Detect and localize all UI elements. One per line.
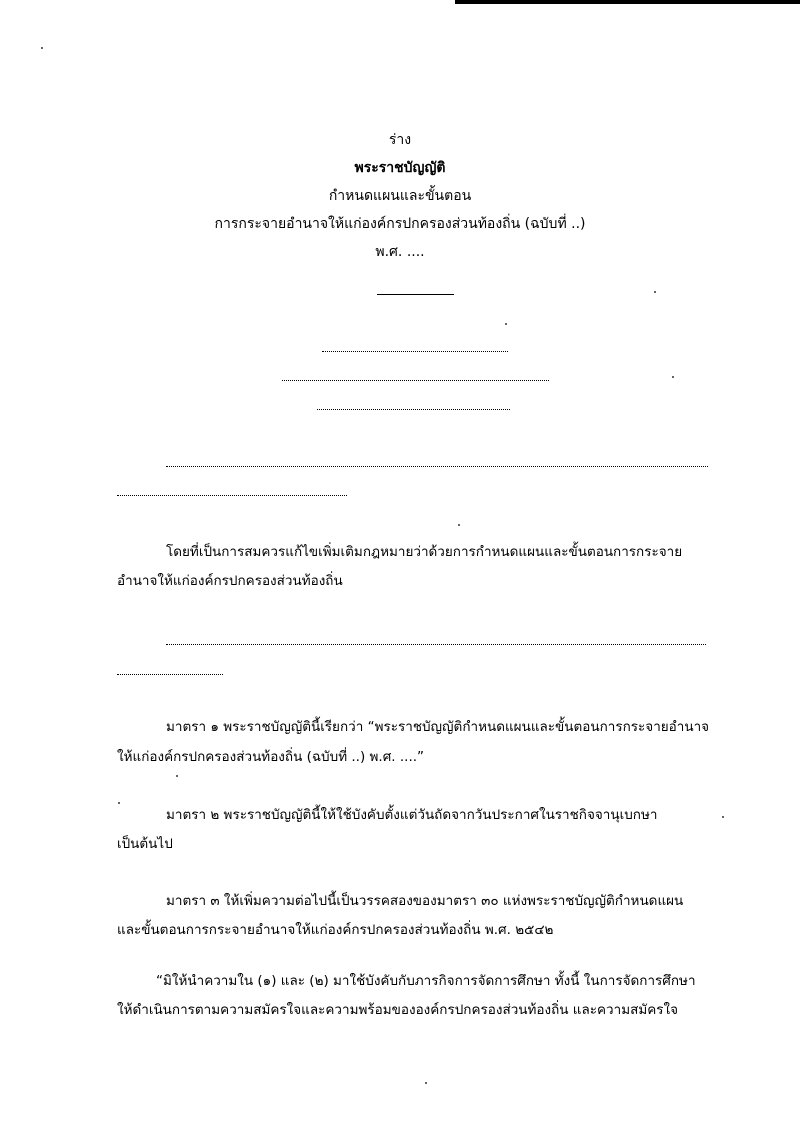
section1-line1: มาตรา ๑ พระราชบัญญัตินี้เรียกว่า “พระราชบัญญัติกำหนดแผนและขั้นตอนการกระจายอำนาจ (166, 719, 710, 735)
scan-speck (118, 802, 120, 804)
scan-speck (176, 775, 178, 777)
preamble-line2: อำนาจให้แก่องค์กรปกครองส่วนท้องถิ่น (117, 573, 343, 589)
title-divider (377, 294, 454, 295)
blank-line-4 (166, 465, 708, 467)
act-subtitle-line2: การกระจายอำนาจให้แก่องค์กรปกครองส่วนท้องถิ่น (ฉบับที่ ..) (214, 216, 586, 232)
scan-speck (654, 291, 656, 293)
section1-line2: ให้แก่องค์กรปกครองส่วนท้องถิ่น (ฉบับที่ ..) พ.ศ. ....” (117, 749, 425, 765)
section2-line2: เป็นต้นไป (117, 836, 173, 852)
section3-line2: และขั้นตอนการกระจายอำนาจให้แก่องค์กรปกครองส่วนท้องถิ่น พ.ศ. ๒๕๔๒ (117, 922, 554, 938)
draft-label: ร่าง (388, 132, 412, 148)
blank-line-3 (317, 408, 510, 410)
scan-speck (458, 524, 460, 526)
act-year: พ.ศ. .... (375, 244, 425, 260)
scan-speck (672, 376, 674, 378)
act-subtitle-line1: กำหนดแผนและขั้นตอน (328, 188, 472, 204)
blank-line-7 (117, 673, 223, 675)
section2-line1: มาตรา ๒ พระราชบัญญัตินี้ให้ใช้บังคับตั้งแต่วันถัดจากวันประกาศในราชกิจจานุเบกษา (166, 807, 658, 823)
top-scan-rule (455, 0, 800, 4)
quote-line2: ให้ดำเนินการตามความสมัครใจและความพร้อมขององค์กรปกครองส่วนท้องถิ่น และความสมัครใจ (117, 1002, 679, 1018)
section3-line1: มาตรา ๓ ให้เพิ่มความต่อไปนี้เป็นวรรคสองของมาตรา ๓๐ แห่งพระราชบัญญัติกำหนดแผน (166, 893, 684, 909)
blank-line-2 (282, 379, 549, 381)
act-title: พระราชบัญญัติ (354, 160, 446, 176)
blank-line-6 (166, 643, 706, 645)
blank-line-1 (322, 350, 508, 352)
scan-speck (722, 816, 724, 818)
preamble-line1: โดยที่เป็นการสมควรแก้ไขเพิ่มเติมกฎหมายว่าด้วยการกำหนดแผนและขั้นตอนการกระจาย (166, 544, 683, 560)
scan-speck (425, 1082, 427, 1084)
quote-line1: “มิให้นำความใน (๑) และ (๒) มาใช้บังคับกับภารกิจการจัดการศึกษา ทั้งนี้ ในการจัดการศึกษา (156, 973, 696, 989)
scan-speck (505, 323, 507, 325)
scan-speck (41, 47, 43, 49)
blank-line-5 (117, 494, 347, 496)
